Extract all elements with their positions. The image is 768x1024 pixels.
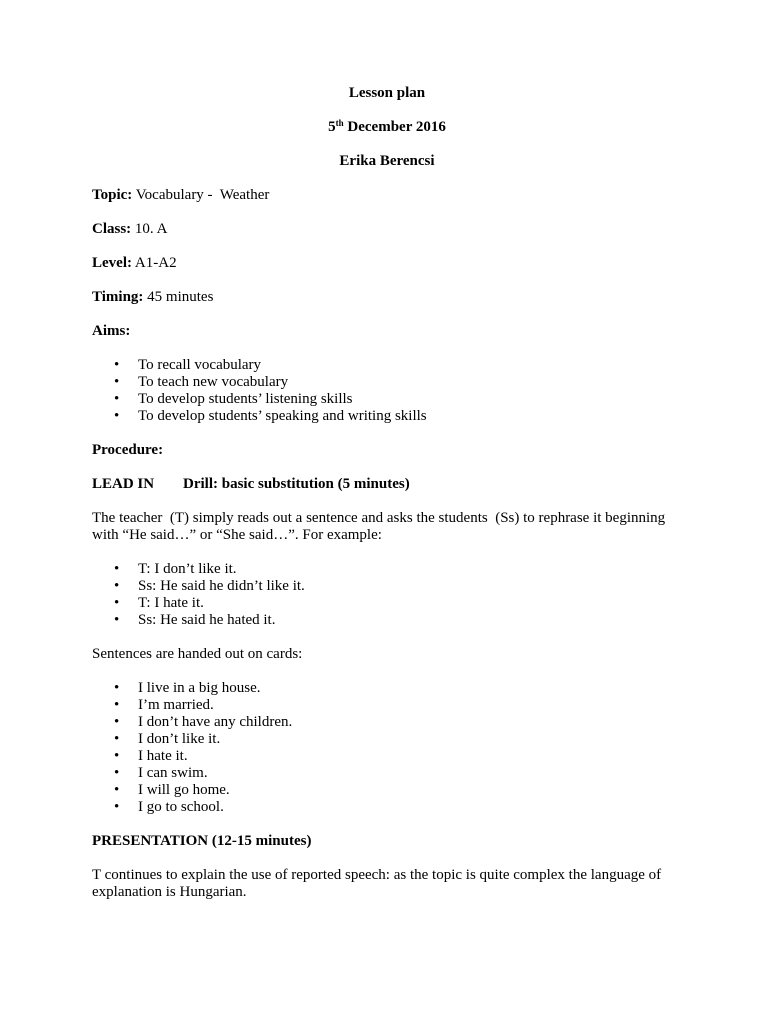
bullet-icon: • (114, 714, 120, 730)
list-item (114, 612, 682, 629)
timing-value: 45 minutes (143, 289, 214, 305)
list-item (114, 697, 682, 714)
bullet-icon: • (114, 595, 120, 611)
topic-value: Vocabulary - Weather (132, 187, 270, 203)
bullet-icon: • (114, 408, 120, 424)
list-item (114, 578, 682, 595)
lead-in-heading (92, 476, 682, 493)
card-text: I live in a big house. (138, 680, 261, 696)
list-item (114, 561, 682, 578)
list-item (114, 357, 682, 374)
aim-text: To teach new vocabulary (138, 374, 289, 390)
presentation-description: T continues to explain the use of reported speech: as the topic is quite complex the language of explanation is Hungarian. (92, 867, 662, 900)
list-item (114, 595, 682, 612)
bullet-icon: • (114, 578, 120, 594)
list-item (114, 748, 682, 765)
bullet-icon: • (114, 697, 120, 713)
list-item (114, 782, 682, 799)
topic-label: Topic: (92, 187, 133, 203)
bullet-icon: • (114, 391, 120, 407)
aims-list (92, 357, 682, 425)
example-text: Ss: He said he hated it. (138, 612, 276, 628)
list-item (114, 765, 682, 782)
card-text: I hate it. (138, 748, 188, 764)
example-text: T: I don’t like it. (138, 561, 237, 577)
date-rest: December 2016 (343, 119, 446, 135)
aim-text: To develop students’ speaking and writing skills (138, 408, 427, 424)
class-value: 10. A (131, 221, 168, 237)
bullet-icon: • (114, 748, 120, 764)
list-item (114, 408, 682, 425)
bullet-icon: • (114, 765, 120, 781)
bullet-icon: • (114, 374, 120, 390)
card-text: I’m married. (138, 697, 214, 713)
list-item (114, 680, 682, 697)
aims-heading (92, 323, 682, 340)
card-text: I can swim. (138, 765, 208, 781)
cards-list (92, 680, 682, 816)
level-line (92, 255, 682, 272)
lesson-date (92, 119, 682, 136)
date-day: 5 (328, 119, 336, 135)
card-text: I go to school. (138, 799, 224, 815)
card-text: I don’t like it. (138, 731, 221, 747)
list-item (114, 799, 682, 816)
examples-list (92, 561, 682, 629)
list-item (114, 391, 682, 408)
author-name: Erika Berencsi (339, 153, 435, 169)
bullet-icon: • (114, 561, 120, 577)
procedure-heading (92, 442, 682, 459)
document-title: Lesson plan (348, 85, 426, 101)
lead-in-description: The teacher (T) simply reads out a sentence and asks the students (Ss) to rephrase it beginning with “He said…” or “She said…”. For example: (92, 510, 669, 543)
aim-text: To recall vocabulary (138, 357, 262, 373)
timing-label: Timing: (92, 289, 144, 305)
timing-line (92, 289, 682, 306)
bullet-icon: • (114, 357, 120, 373)
presentation-title: PRESENTATION (12-15 minutes) (92, 833, 312, 849)
bullet-icon: • (114, 782, 120, 798)
list-item (114, 374, 682, 391)
bullet-icon: • (114, 799, 120, 815)
list-item (114, 731, 682, 748)
example-text: Ss: He said he didn’t like it. (138, 578, 305, 594)
bullet-icon: • (114, 612, 120, 628)
example-text: T: I hate it. (138, 595, 204, 611)
aims-label: Aims: (92, 323, 131, 339)
date-suffix: th (335, 118, 344, 128)
level-label: Level: (92, 255, 132, 271)
procedure-label: Procedure: (92, 442, 164, 458)
bullet-icon: • (114, 680, 120, 696)
bullet-icon: • (114, 731, 120, 747)
presentation-heading (92, 833, 682, 850)
list-item (114, 714, 682, 731)
lead-in-label: LEAD IN (92, 476, 155, 492)
card-text: I will go home. (138, 782, 230, 798)
card-text: I don’t have any children. (138, 714, 293, 730)
class-line (92, 221, 682, 238)
level-value: A1-A2 (131, 255, 177, 271)
topic-line (92, 187, 682, 204)
aim-text: To develop students’ listening skills (138, 391, 353, 407)
lead-in-title: Drill: basic substitution (5 minutes) (183, 476, 410, 492)
class-label: Class: (92, 221, 132, 237)
cards-intro: Sentences are handed out on cards: (92, 646, 303, 662)
document-body (92, 85, 682, 918)
